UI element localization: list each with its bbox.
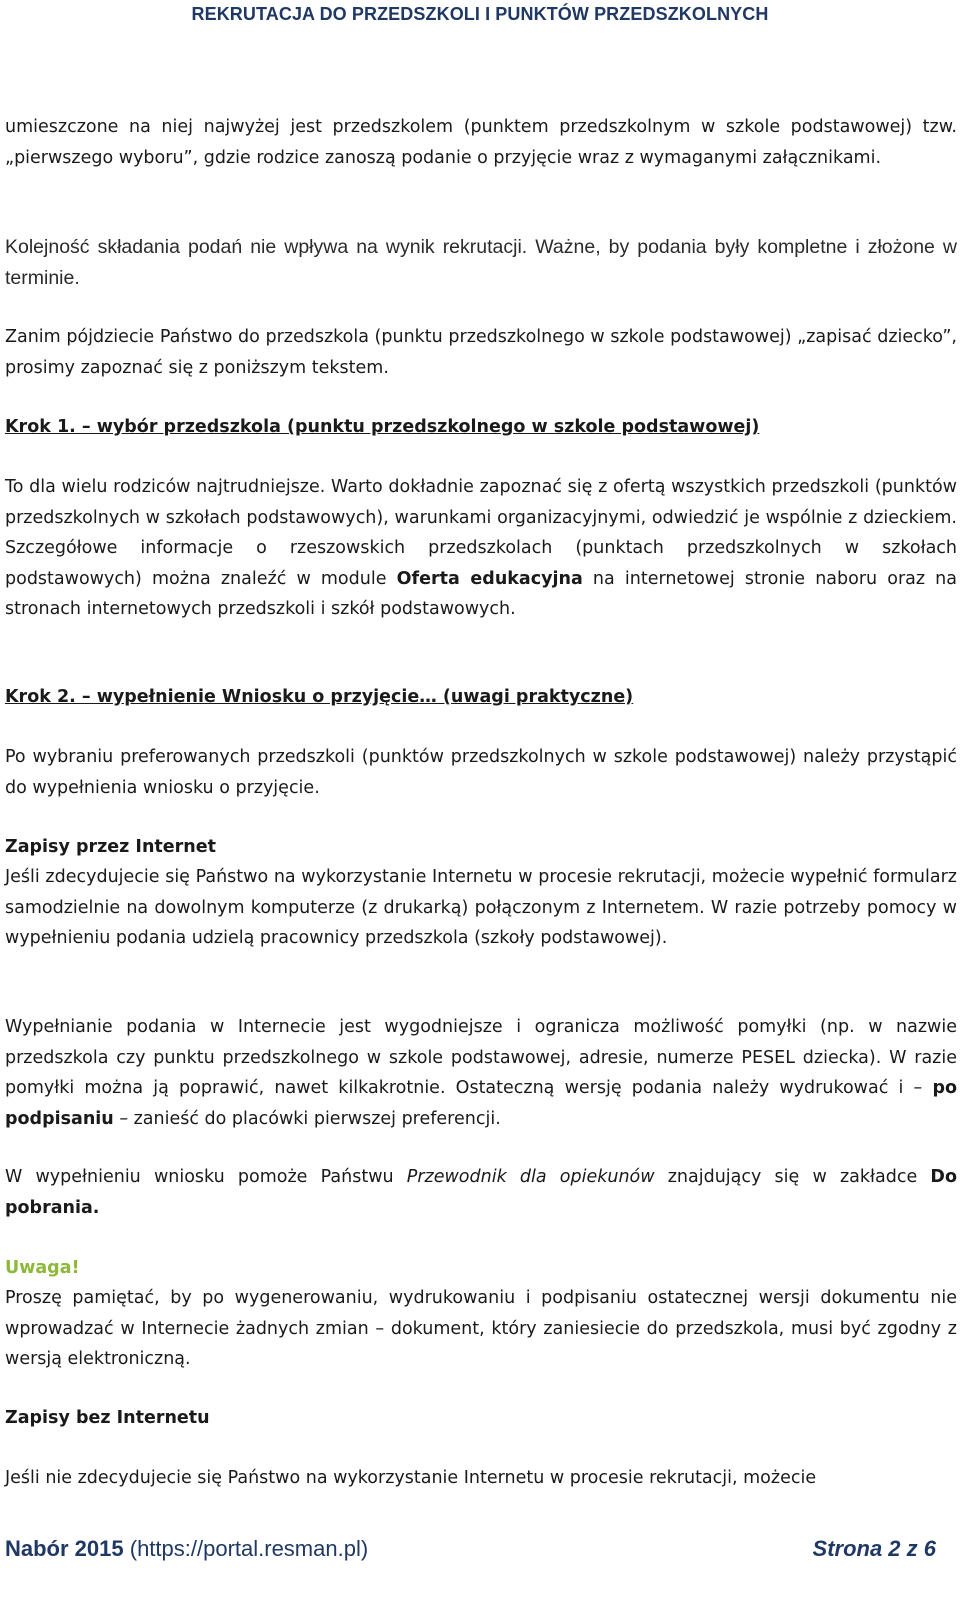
footer-edition [5,1536,368,1562]
paragraph-warning: Proszę pamiętać, by po wygenerowaniu, wydrukowaniu i podpisaniu ostatecznej wersji dokumentu nie wprowadzać w Internecie żadnych zmian – dokument, który zaniesiecie do przedszkola, musi być zgodny z wersją elektroniczną. [5,1288,957,1369]
online-form-text-b: – zanieść do placówki pierwszej preferencji. [113,1108,501,1129]
step1-text-b: na internetowej stronie naboru oraz na stronach internetowych przedszkoli i szkół podstawowych. [5,568,957,619]
paragraph-intro: Zanim pójdziecie Państwo do przedszkola (punktu przedszkolnego w szkole podstawowej) „zapisać dziecko”, prosimy zapoznać się z poniższym tekstem. [5,327,957,378]
paragraph-step2: Po wybraniu preferowanych przedszkoli (punktów przedszkolnych w szkole podstawowej) należy przystąpić do wypełnienia wniosku o przyjęcie. [5,747,957,798]
paragraph-step1 [5,472,957,625]
paragraph-first-choice: umieszczone na niej najwyżej jest przedszkolem (punktem przedszkolnym w szkole podstawowej) tzw. „pierwszego wyboru”, gdzie rodzice zanoszą podanie o przyjęcie wraz z wymaganymi załącznikami. [5,117,957,168]
page-number: Strona 2 z 6 [812,1536,936,1561]
heading-without-internet: Zapisy bez Internetu [5,1408,210,1428]
paragraph-online-form [5,1012,957,1134]
footer-year-label: Nabór 2015 [5,1536,124,1561]
paragraph-without-internet: Jeśli nie zdecydujecie się Państwo na wykorzystanie Internetu w procesie rekrutacji, możecie [5,1468,817,1488]
heading-internet: Zapisy przez Internet [5,837,216,857]
guide-text-b: znajdujący się w zakładce [654,1167,931,1187]
paragraph-internet: Jeśli zdecydujecie się Państwo na wykorzystanie Internetu w procesie rekrutacji, możecie wypełnić formularz samodzielnie na dowolnym komputerze (z drukarką) połączonym z Internetem. W razie potrzeby pomocy w wypełnieniu podania udzielą pracownicy przedszkola (szkoły podstawowej). [5,867,957,948]
step1-heading: Krok 1. – wybór przedszkola (punktu przedszkolnego w szkole podstawowej) [5,417,760,437]
guide-text-a: W wypełnieniu wniosku pomoże Państwu [5,1167,407,1187]
step1-text-a: To dla wielu rodziców najtrudniejsze. Warto dokładnie zapoznać się z ofertą wszystkich przedszkoli (punktów przedszkolnych w szkołach podstawowych), warunkami organizacyjnymi, odwiedzić je wspólnie z dzieckiem. Szczegółowe informacje o rzeszowskich przedszkolach (punktach przedszkolnych w szkołach podstawowych) można znaleźć w module [5,477,957,589]
offer-module-label: Oferta edukacyjna [396,568,583,589]
step2-heading: Krok 2. – wypełnienie Wniosku o przyjęcie… (uwagi praktyczne) [5,687,634,707]
warning-label: Uwaga! [5,1258,80,1278]
page-header: REKRUTACJA DO PRZEDSZKOLI I PUNKTÓW PRZEDSZKOLNYCH [191,4,769,24]
after-signing-label: po podpisaniu [5,1078,957,1129]
paragraph-guide [5,1162,957,1223]
downloads-tab-label: Do pobrania. [5,1167,957,1218]
guide-title: Przewodnik dla opiekunów [406,1167,655,1187]
paragraph-order: Kolejność składania podań nie wpływa na wynik rekrutacji. Ważne, by podania były kompletne i złożone w terminie. [5,236,957,289]
online-form-text-a: Wypełnianie podania w Internecie jest wygodniejsze i ogranicza możliwość pomyłki (np. w nazwie przedszkola czy punktu przedszkolnego w szkole podstawowej, adresie, numerze PESEL dziecka). W razie pomyłki można ją poprawić, nawet kilkakrotnie. Ostateczną wersję podania należy wydrukować i – [5,1017,957,1098]
footer-url: (https://portal.resman.pl) [123,1536,369,1561]
